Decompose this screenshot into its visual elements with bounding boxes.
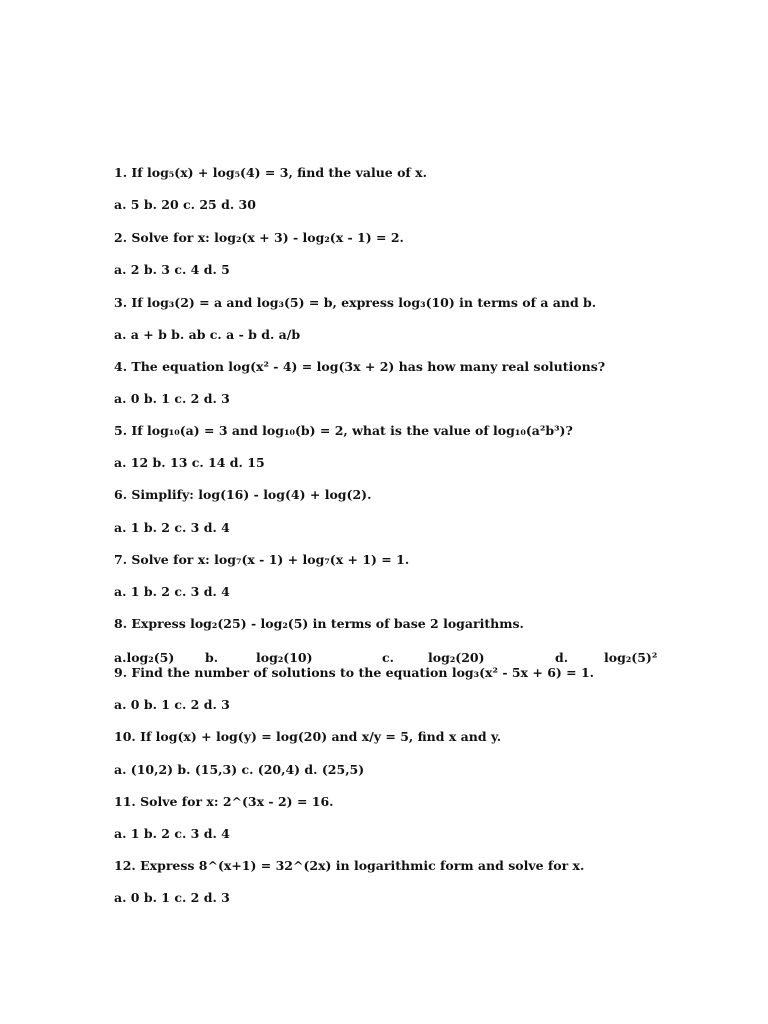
answers-12: a. 0 b. 1 c. 2 d. 3 xyxy=(114,890,230,905)
q8-option-d-value: log₂(5)² xyxy=(604,650,658,665)
question-6: 6. Simplify: log(16) - log(4) + log(2). xyxy=(114,487,372,502)
q8-option-b-value: log₂(10) xyxy=(256,650,313,665)
answers-4: a. 0 b. 1 c. 2 d. 3 xyxy=(114,391,230,406)
answers-3: a. a + b b. ab c. a - b d. a/b xyxy=(114,327,301,342)
question-10: 10. If log(x) + log(y) = log(20) and x/y = 5, find x and y. xyxy=(114,729,502,744)
question-4: 4. The equation log(x² - 4) = log(3x + 2) has how many real solutions? xyxy=(114,359,606,374)
answers-7: a. 1 b. 2 c. 3 d. 4 xyxy=(114,584,230,599)
q8-option-a: a.log₂(5) xyxy=(114,650,175,665)
question-2: 2. Solve for x: log₂(x + 3) - log₂(x - 1) = 2. xyxy=(114,230,404,245)
question-12: 12. Express 8^(x+1) = 32^(2x) in logarithmic form and solve for x. xyxy=(114,858,585,873)
answers-2: a. 2 b. 3 c. 4 d. 5 xyxy=(114,262,230,277)
question-9: 9. Find the number of solutions to the equation log₃(x² - 5x + 6) = 1. xyxy=(114,665,595,680)
answers-6: a. 1 b. 2 c. 3 d. 4 xyxy=(114,520,230,535)
q8-option-b-label: b. xyxy=(205,650,219,665)
q8-option-c-label: c. xyxy=(382,650,394,665)
answers-9: a. 0 b. 1 c. 2 d. 3 xyxy=(114,697,230,712)
answers-1: a. 5 b. 20 c. 25 d. 30 xyxy=(114,197,256,212)
q8-option-d-label: d. xyxy=(555,650,569,665)
question-5: 5. If log₁₀(a) = 3 and log₁₀(b) = 2, what is the value of log₁₀(a²b³)? xyxy=(114,423,573,438)
question-3: 3. If log₃(2) = a and log₃(5) = b, express log₃(10) in terms of a and b. xyxy=(114,295,597,310)
q8-option-c-value: log₂(20) xyxy=(428,650,485,665)
answers-10: a. (10,2) b. (15,3) c. (20,4) d. (25,5) xyxy=(114,762,365,777)
question-8: 8. Express log₂(25) - log₂(5) in terms of base 2 logarithms. xyxy=(114,616,524,631)
answers-11: a. 1 b. 2 c. 3 d. 4 xyxy=(114,826,230,841)
answers-5: a. 12 b. 13 c. 14 d. 15 xyxy=(114,455,265,470)
question-7: 7. Solve for x: log₇(x - 1) + log₇(x + 1) = 1. xyxy=(114,552,410,567)
question-1: 1. If log₅(x) + log₅(4) = 3, find the value of x. xyxy=(114,165,427,180)
question-11: 11. Solve for x: 2^(3x - 2) = 16. xyxy=(114,794,334,809)
